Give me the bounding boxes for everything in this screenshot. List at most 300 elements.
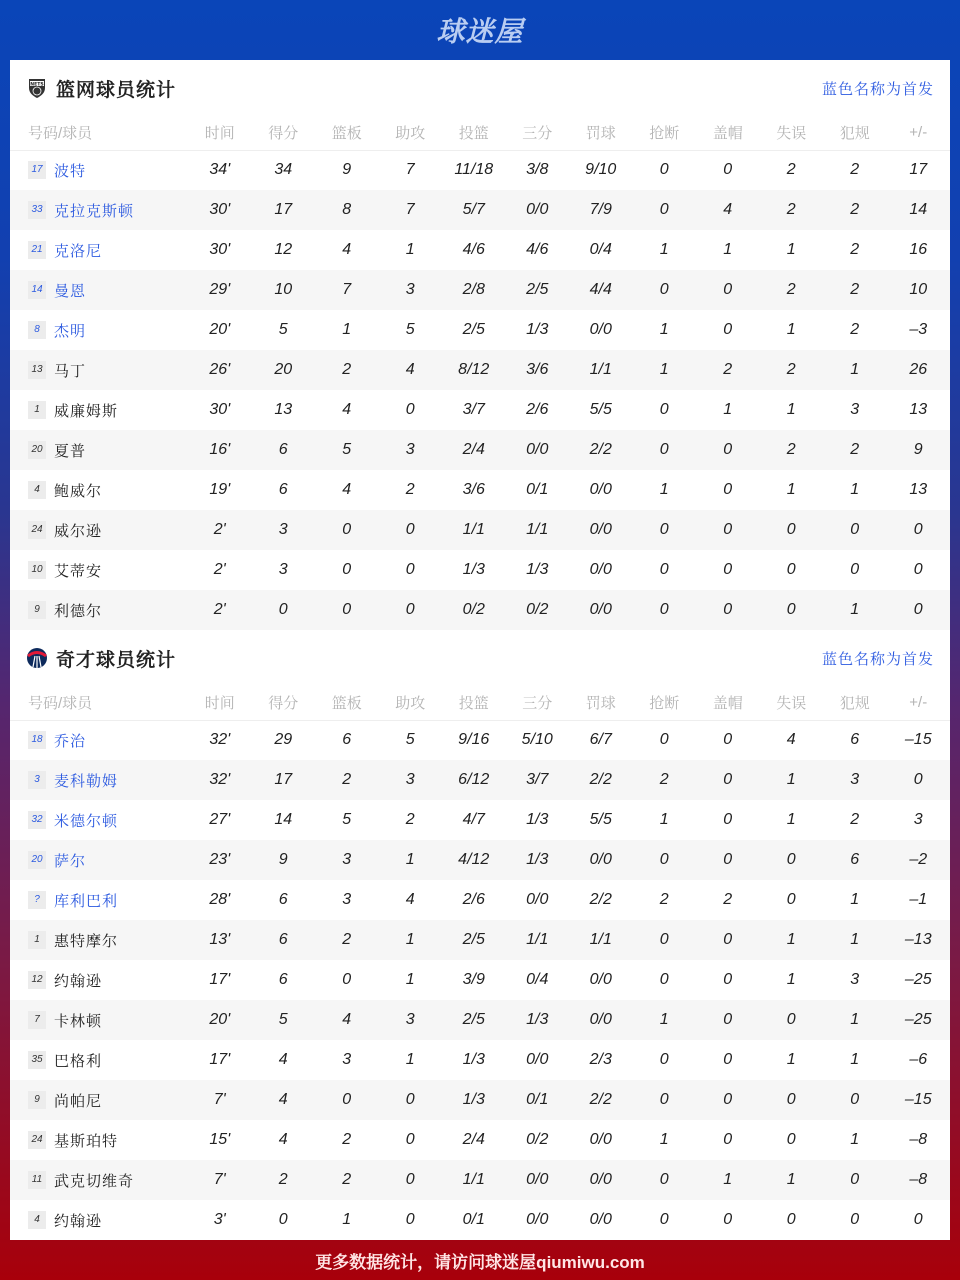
stat-fg: 4/6 <box>462 241 485 258</box>
stat-min: 17' <box>209 971 231 988</box>
jersey-number-badge: 18 <box>28 731 46 749</box>
stat-tov: 1 <box>786 401 796 418</box>
stat-min: 27' <box>209 811 231 828</box>
column-header: 号码/球员 <box>10 116 188 150</box>
player-name[interactable]: 波特 <box>54 162 87 180</box>
stat-ast: 2 <box>405 811 415 828</box>
stat-tp: 0/0 <box>526 1051 549 1068</box>
wizards-logo-icon <box>26 647 48 669</box>
column-header: 投篮 <box>442 686 506 720</box>
stat-pts: 5 <box>252 1000 316 1040</box>
stat-tp: 1/1 <box>506 920 570 960</box>
stat-tov: 0 <box>760 510 824 550</box>
stat-blk: 0 <box>723 561 733 578</box>
table-row <box>10 150 950 190</box>
stat-ft: 0/0 <box>569 840 633 880</box>
table-row <box>10 430 950 470</box>
table-row <box>10 470 950 510</box>
column-header: 时间 <box>188 686 252 720</box>
stat-stl: 0 <box>633 430 697 470</box>
stat-fg: 1/3 <box>462 561 485 578</box>
player-cell <box>10 720 188 760</box>
stat-tp: 1/3 <box>526 561 549 578</box>
stat-pf: 0 <box>823 1080 887 1120</box>
stat-reb: 3 <box>315 840 379 880</box>
stat-fg: 2/6 <box>462 891 485 908</box>
stat-fg: 3/7 <box>462 401 485 418</box>
table-row <box>10 880 950 920</box>
column-header: 助攻 <box>379 686 443 720</box>
stat-min: 32' <box>188 760 252 800</box>
stat-stl: 1 <box>633 350 697 390</box>
stat-min: 3' <box>213 1211 226 1228</box>
stat-blk: 0 <box>696 1000 760 1040</box>
player-name[interactable]: 乔治 <box>54 732 87 750</box>
stat-ft: 0/0 <box>589 1211 612 1228</box>
player-name[interactable]: 克洛尼 <box>54 242 103 260</box>
stat-pf: 1 <box>823 590 887 630</box>
stat-tp: 0/4 <box>526 971 549 988</box>
stat-pm: –15 <box>904 731 932 749</box>
jersey-number-badge: 4 <box>28 481 46 499</box>
player-cell <box>10 800 188 840</box>
stat-fg: 6/12 <box>442 760 506 800</box>
table-row <box>10 960 950 1000</box>
stat-stl: 0 <box>659 161 669 179</box>
column-header: 号码/球员 <box>10 686 188 720</box>
stat-blk: 0 <box>723 161 733 179</box>
stat-ft: 2/2 <box>569 430 633 470</box>
player-name[interactable]: 利德尔 <box>54 602 103 620</box>
jersey-number-badge: 33 <box>28 201 46 219</box>
section-title: 奇才球员统计 <box>56 649 177 671</box>
stat-tov: 0 <box>760 840 824 880</box>
stat-blk: 0 <box>696 590 760 630</box>
stat-reb: 2 <box>342 1131 352 1148</box>
player-stats-table <box>10 116 950 630</box>
stat-reb: 0 <box>342 971 352 988</box>
player-name[interactable]: 米德尔顿 <box>54 812 119 830</box>
stat-min: 2' <box>188 590 252 630</box>
player-cell <box>10 550 188 590</box>
stat-tp: 1/3 <box>526 811 549 828</box>
table-row <box>10 1200 950 1240</box>
player-cell <box>10 880 188 920</box>
jersey-number-badge: 24 <box>28 1131 46 1149</box>
stat-tp: 0/0 <box>526 891 549 908</box>
stat-pm: –1 <box>909 891 928 908</box>
jersey-number-badge: 1 <box>28 401 46 419</box>
player-cell <box>10 470 188 510</box>
stat-pm: 13 <box>909 401 928 418</box>
stat-tov: 1 <box>786 811 796 828</box>
stat-reb: 8 <box>315 190 379 230</box>
stat-stl: 0 <box>633 1160 697 1200</box>
stat-pts: 3 <box>278 561 288 578</box>
column-header: 犯规 <box>823 116 887 150</box>
stat-pf: 2 <box>823 190 887 230</box>
stat-stl: 0 <box>659 731 669 749</box>
player-cell <box>10 150 188 190</box>
stat-min: 7' <box>188 1160 252 1200</box>
stat-tov: 1 <box>760 1160 824 1200</box>
stat-pts: 34 <box>274 161 293 179</box>
stat-stl: 1 <box>659 241 669 258</box>
stat-fg: 2/5 <box>442 1000 506 1040</box>
stat-fg: 4/7 <box>462 811 485 828</box>
stat-pts: 0 <box>252 590 316 630</box>
stat-tov: 1 <box>786 321 796 338</box>
stat-stl: 2 <box>659 891 669 908</box>
stat-ast: 3 <box>379 270 443 310</box>
stat-tov: 0 <box>786 1211 796 1228</box>
stat-pf: 6 <box>823 840 887 880</box>
stat-pf: 1 <box>823 350 887 390</box>
stat-pm: –25 <box>904 971 932 988</box>
stat-blk: 0 <box>723 1211 733 1228</box>
stat-reb: 0 <box>342 561 352 578</box>
jersey-number-badge: 1 <box>28 931 46 949</box>
stat-min: 2' <box>188 510 252 550</box>
stat-min: 15' <box>209 1131 231 1148</box>
column-header: 犯规 <box>823 686 887 720</box>
stat-pm: 0 <box>913 1211 923 1228</box>
stat-min: 2' <box>213 561 226 578</box>
team-section <box>10 630 950 1240</box>
stat-fg: 1/1 <box>442 1160 506 1200</box>
table-row <box>10 270 950 310</box>
stat-tp: 2/5 <box>506 270 570 310</box>
column-header: 盖帽 <box>696 116 760 150</box>
table-row <box>10 190 950 230</box>
player-cell <box>10 190 188 230</box>
player-cell <box>10 510 188 550</box>
stat-stl: 0 <box>659 401 669 418</box>
starter-note: 蓝色名称为首发 <box>821 650 934 668</box>
stat-fg: 0/1 <box>462 1211 485 1228</box>
table-row <box>10 550 950 590</box>
footer-link-text[interactable]: 更多数据统计，请访问球迷屋qiumiwu.com <box>315 1252 645 1272</box>
jersey-number-badge: 4 <box>28 1211 46 1229</box>
stat-tov: 0 <box>786 561 796 578</box>
stat-fg: 3/6 <box>462 481 485 498</box>
stat-min: 30' <box>209 241 231 258</box>
player-name[interactable]: 武克切维奇 <box>54 1172 135 1190</box>
stat-pf: 1 <box>850 891 860 908</box>
stat-reb: 5 <box>342 811 352 828</box>
table-row <box>10 510 950 550</box>
stat-blk: 0 <box>696 920 760 960</box>
section-title-wrap <box>26 75 176 102</box>
table-row <box>10 840 950 880</box>
stat-pf: 2 <box>823 430 887 470</box>
stat-min: 29' <box>188 270 252 310</box>
stat-pts: 20 <box>252 350 316 390</box>
stat-tov: 4 <box>786 731 796 749</box>
stat-pf: 2 <box>850 321 860 338</box>
stat-ft: 0/0 <box>589 971 612 988</box>
stat-pm: 16 <box>909 241 928 258</box>
stat-pm: 0 <box>887 590 951 630</box>
player-cell <box>10 1160 188 1200</box>
stat-pm: –8 <box>887 1160 951 1200</box>
stat-stl: 0 <box>659 1211 669 1228</box>
stat-tp: 5/10 <box>521 731 553 749</box>
player-name[interactable]: 鲍威尔 <box>54 482 103 500</box>
stat-stl: 0 <box>633 190 697 230</box>
stat-pts: 10 <box>252 270 316 310</box>
player-name[interactable]: 杰明 <box>54 322 87 340</box>
stat-stl: 0 <box>633 270 697 310</box>
stat-min: 28' <box>209 891 231 908</box>
player-name[interactable]: 惠特摩尔 <box>54 932 119 950</box>
player-name[interactable]: 艾蒂安 <box>54 562 103 580</box>
player-cell <box>10 1040 188 1080</box>
stat-blk: 0 <box>696 270 760 310</box>
stat-fg: 5/7 <box>442 190 506 230</box>
stat-stl: 0 <box>659 1051 669 1068</box>
stat-fg: 2/4 <box>462 1131 485 1148</box>
stat-fg: 1/1 <box>442 510 506 550</box>
stat-min: 19' <box>209 481 231 498</box>
stat-pf: 0 <box>823 510 887 550</box>
stat-ft: 2/2 <box>569 760 633 800</box>
player-cell <box>10 230 188 270</box>
stat-ft: 1/1 <box>569 920 633 960</box>
stat-pts: 6 <box>278 971 288 988</box>
stat-ft: 2/3 <box>589 1051 612 1068</box>
stat-tov: 0 <box>760 590 824 630</box>
stat-pts: 4 <box>278 1051 288 1068</box>
nets-logo-icon <box>26 77 48 99</box>
stat-pts: 6 <box>278 481 288 498</box>
stat-ast: 0 <box>405 401 415 418</box>
player-name[interactable]: 威廉姆斯 <box>54 402 119 420</box>
stat-pm: 10 <box>887 270 951 310</box>
stats-card <box>10 60 950 1240</box>
footer-banner[interactable] <box>0 1240 960 1280</box>
player-cell <box>10 1200 188 1240</box>
stat-pts: 29 <box>274 731 293 749</box>
stat-reb: 0 <box>315 590 379 630</box>
stat-ast: 3 <box>379 430 443 470</box>
stat-blk: 0 <box>723 811 733 828</box>
jersey-number-badge: 11 <box>28 1171 46 1189</box>
stat-ft: 0/0 <box>569 1000 633 1040</box>
player-cell <box>10 430 188 470</box>
stat-ast: 0 <box>405 1211 415 1228</box>
stat-pm: 26 <box>887 350 951 390</box>
column-header: 三分 <box>506 116 570 150</box>
player-name[interactable]: 库利巴利 <box>54 892 119 910</box>
stat-pm: 17 <box>909 161 928 179</box>
jersey-number-badge: ? <box>28 891 46 909</box>
stat-pm: –25 <box>887 1000 951 1040</box>
svg-text:NETS: NETS <box>30 82 44 88</box>
jersey-number-badge: 20 <box>28 441 46 459</box>
stat-stl: 1 <box>659 811 669 828</box>
player-name[interactable]: 基斯珀特 <box>54 1132 119 1150</box>
stat-ft: 2/2 <box>569 1080 633 1120</box>
table-header-row <box>10 686 950 720</box>
stat-pts: 17 <box>252 190 316 230</box>
stat-stl: 0 <box>659 971 669 988</box>
player-cell <box>10 1000 188 1040</box>
player-cell <box>10 1080 188 1120</box>
player-name[interactable]: 马丁 <box>54 362 87 380</box>
stat-blk: 0 <box>723 971 733 988</box>
stat-stl: 0 <box>633 590 697 630</box>
column-header: 罚球 <box>569 686 633 720</box>
column-header: 投篮 <box>442 116 506 150</box>
stat-ast: 1 <box>379 920 443 960</box>
stat-pf: 3 <box>850 401 860 418</box>
stat-ft: 0/4 <box>589 241 612 258</box>
stat-ft: 6/7 <box>589 731 612 749</box>
section-title-wrap <box>26 645 176 672</box>
stat-pts: 13 <box>274 401 293 418</box>
stat-pts: 6 <box>252 430 316 470</box>
brand-logo: 球迷屋 <box>436 16 524 47</box>
stat-pf: 3 <box>850 971 860 988</box>
stat-min: 7' <box>188 1080 252 1120</box>
stat-pts: 12 <box>274 241 293 258</box>
player-name[interactable]: 约翰逊 <box>54 972 103 990</box>
jersey-number-badge: 9 <box>28 1091 46 1109</box>
stat-ft: 0/0 <box>569 1160 633 1200</box>
stat-reb: 0 <box>315 1080 379 1120</box>
stat-reb: 4 <box>315 1000 379 1040</box>
stat-pts: 4 <box>278 1131 288 1148</box>
column-header: 抢断 <box>633 686 697 720</box>
stat-pm: 14 <box>887 190 951 230</box>
stat-tov: 1 <box>786 971 796 988</box>
stat-ast: 0 <box>379 510 443 550</box>
player-name[interactable]: 夏普 <box>54 442 87 460</box>
stat-tp: 2/6 <box>526 401 549 418</box>
stat-pf: 0 <box>850 561 860 578</box>
table-row <box>10 920 950 960</box>
player-name[interactable]: 曼恩 <box>54 282 87 300</box>
stat-ft: 0/0 <box>569 510 633 550</box>
stat-min: 32' <box>209 731 231 749</box>
stat-tp: 0/0 <box>526 1211 549 1228</box>
stat-reb: 4 <box>342 241 352 258</box>
stat-tp: 3/7 <box>506 760 570 800</box>
stat-stl: 0 <box>633 920 697 960</box>
stat-pm: 0 <box>913 561 923 578</box>
stat-fg: 9/16 <box>458 731 490 749</box>
player-name[interactable]: 尚帕尼 <box>54 1092 103 1110</box>
stat-blk: 2 <box>723 891 733 908</box>
column-header: 抢断 <box>633 116 697 150</box>
stat-pts: 5 <box>278 321 288 338</box>
player-cell <box>10 760 188 800</box>
stat-reb: 1 <box>342 1211 352 1228</box>
table-row <box>10 760 950 800</box>
stat-tov: 1 <box>786 241 796 258</box>
stat-ast: 2 <box>405 481 415 498</box>
stat-pts: 4 <box>252 1080 316 1120</box>
jersey-number-badge: 9 <box>28 601 46 619</box>
stat-pf: 1 <box>823 920 887 960</box>
stat-pm: –8 <box>909 1131 928 1148</box>
player-name[interactable]: 克拉克斯顿 <box>54 202 135 220</box>
stat-min: 20' <box>188 1000 252 1040</box>
player-name[interactable]: 约翰逊 <box>54 1212 103 1230</box>
stat-ft: 1/1 <box>569 350 633 390</box>
player-name[interactable]: 巴格利 <box>54 1052 103 1070</box>
stat-tov: 1 <box>786 481 796 498</box>
player-cell <box>10 390 188 430</box>
stat-tp: 0/0 <box>506 430 570 470</box>
column-header: 得分 <box>252 686 316 720</box>
jersey-number-badge: 14 <box>28 281 46 299</box>
stat-blk: 0 <box>723 1131 733 1148</box>
stat-stl: 1 <box>659 1131 669 1148</box>
stat-blk: 0 <box>696 1080 760 1120</box>
player-name[interactable]: 卡林顿 <box>54 1012 103 1030</box>
stat-tov: 2 <box>760 350 824 390</box>
stat-pf: 1 <box>850 1051 860 1068</box>
starter-note: 蓝色名称为首发 <box>821 80 934 98</box>
table-row <box>10 310 950 350</box>
player-name[interactable]: 威尔逊 <box>54 522 103 540</box>
section-header <box>10 630 950 686</box>
stat-min: 30' <box>209 401 231 418</box>
player-name[interactable]: 麦科勒姆 <box>54 772 119 790</box>
stat-ast: 3 <box>379 760 443 800</box>
player-name[interactable]: 萨尔 <box>54 852 87 870</box>
stat-pm: –3 <box>909 321 928 338</box>
stat-ast: 0 <box>405 1131 415 1148</box>
player-cell <box>10 840 188 880</box>
stat-ft: 5/5 <box>589 401 612 418</box>
stat-reb: 0 <box>315 510 379 550</box>
stat-min: 20' <box>209 321 231 338</box>
stat-ast: 1 <box>405 971 415 988</box>
column-header: +/- <box>887 116 951 150</box>
jersey-number-badge: 35 <box>28 1051 46 1069</box>
stat-min: 17' <box>209 1051 231 1068</box>
column-header: 失误 <box>760 116 824 150</box>
column-header: 失误 <box>760 686 824 720</box>
stat-tp: 4/6 <box>526 241 549 258</box>
stat-pts: 6 <box>278 891 288 908</box>
column-header: 得分 <box>252 116 316 150</box>
jersey-number-badge: 7 <box>28 1011 46 1029</box>
stat-reb: 5 <box>315 430 379 470</box>
stat-tp: 1/3 <box>526 321 549 338</box>
team-sections <box>10 60 950 1240</box>
stat-tp: 1/3 <box>506 840 570 880</box>
jersey-number-badge: 21 <box>28 241 46 259</box>
stat-reb: 7 <box>315 270 379 310</box>
stat-min: 30' <box>188 190 252 230</box>
player-cell <box>10 590 188 630</box>
stat-tov: 2 <box>760 270 824 310</box>
player-cell <box>10 310 188 350</box>
table-row <box>10 1160 950 1200</box>
stat-pm: –15 <box>887 1080 951 1120</box>
stat-pf: 0 <box>823 1160 887 1200</box>
jersey-number-badge: 13 <box>28 361 46 379</box>
team-section <box>10 60 950 630</box>
stat-fg: 8/12 <box>442 350 506 390</box>
player-cell <box>10 920 188 960</box>
stat-pf: 1 <box>823 1000 887 1040</box>
stat-min: 34' <box>209 161 231 179</box>
